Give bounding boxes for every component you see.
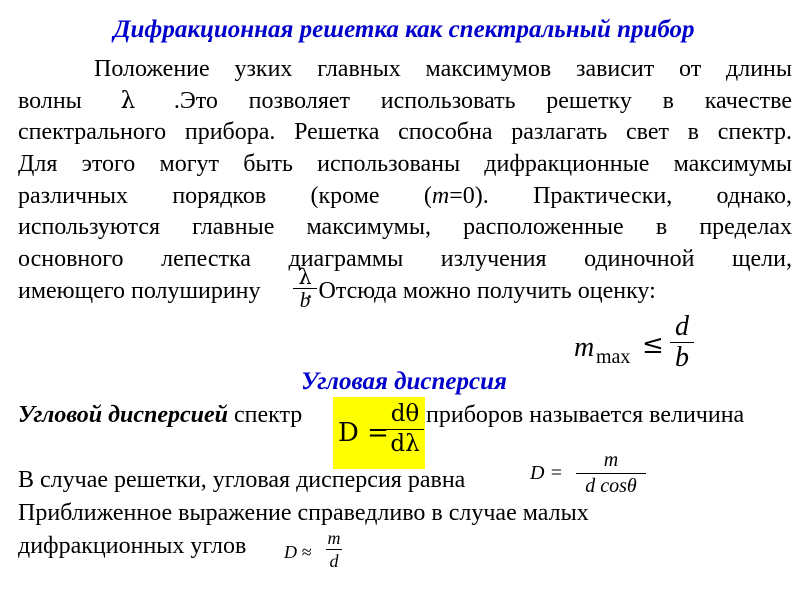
para-line-7: основного лепестка диаграммы излучения одиночной щели, [18,246,792,273]
grating-lhs: D = [530,462,563,484]
lambda-symbol: λ [120,87,136,114]
para-line-5-end: =0). Практически, однако, [449,182,792,209]
approx-denominator: d [329,551,339,571]
dispersion-lhs: D = [338,418,389,448]
para-line-6: используются главные максимумы, расположенные в пределах [18,214,792,241]
para-line-3: спектрального прибора. Решетка способна разлагать свет в спектр. [18,119,792,146]
approx-fraction [326,527,342,572]
para-line-5-start: различных порядков (кроме [18,182,380,209]
definition-line-end [426,402,744,429]
dispersion-denominator: dλ [390,431,420,457]
para-line-2 [18,86,792,118]
para-line-2-end: .Это позволяет использовать решетку в качестве [173,87,792,114]
estimate-numerator: d [675,311,689,342]
definition-text-end: приборов называется величина [426,402,745,428]
slide-title: Дифракционная решетка как спектральный прибор [113,16,695,43]
para-line-8-end: . Отсюда можно получить оценку: [306,277,656,304]
para-line-8 [18,276,792,308]
approx-numerator: m [327,528,341,548]
estimate-fraction [670,312,694,373]
definition-text-start: спектр [234,402,303,428]
half-width-fraction [293,266,317,311]
approx-lhs: D ≈ [284,542,312,562]
estimate-relation: ≤ [642,330,664,360]
fraction-denominator: b [299,288,311,312]
definition-line [18,402,302,429]
section-subtitle: Угловая дисперсия [301,368,507,395]
definition-term: Угловой дисперсией [18,402,229,428]
dispersion-numerator: dθ [390,401,420,427]
grating-numerator: m [603,449,619,471]
grating-fraction [576,448,646,499]
estimate-denominator: b [675,342,689,373]
para-line-5: различных порядков (кроме (m=0). Практически, однако, [18,182,792,209]
grating-line: В случае решетки, угловая дисперсия равна [18,467,466,493]
order-m: m [431,182,450,209]
approx-line-1: Приближенное выражение справедливо в случае малых [18,500,589,526]
para-line-2-start: волны [18,87,82,114]
estimate-subscript: max [596,346,631,368]
approx-line-2: дифракционных углов [18,533,247,559]
para-line-4: Для этого могут быть использованы дифракционные максимумы [18,151,792,178]
para-line-1: Положение узких главных максимумов зависит от длины [94,56,792,82]
dispersion-fraction [386,400,424,459]
main-paragraph [18,54,792,308]
grating-denominator: d cosθ [585,475,637,497]
fraction-numerator: λ [298,265,312,289]
para-line-8-start: имеющего полуширину [18,277,261,304]
estimate-lhs: m [574,332,595,363]
